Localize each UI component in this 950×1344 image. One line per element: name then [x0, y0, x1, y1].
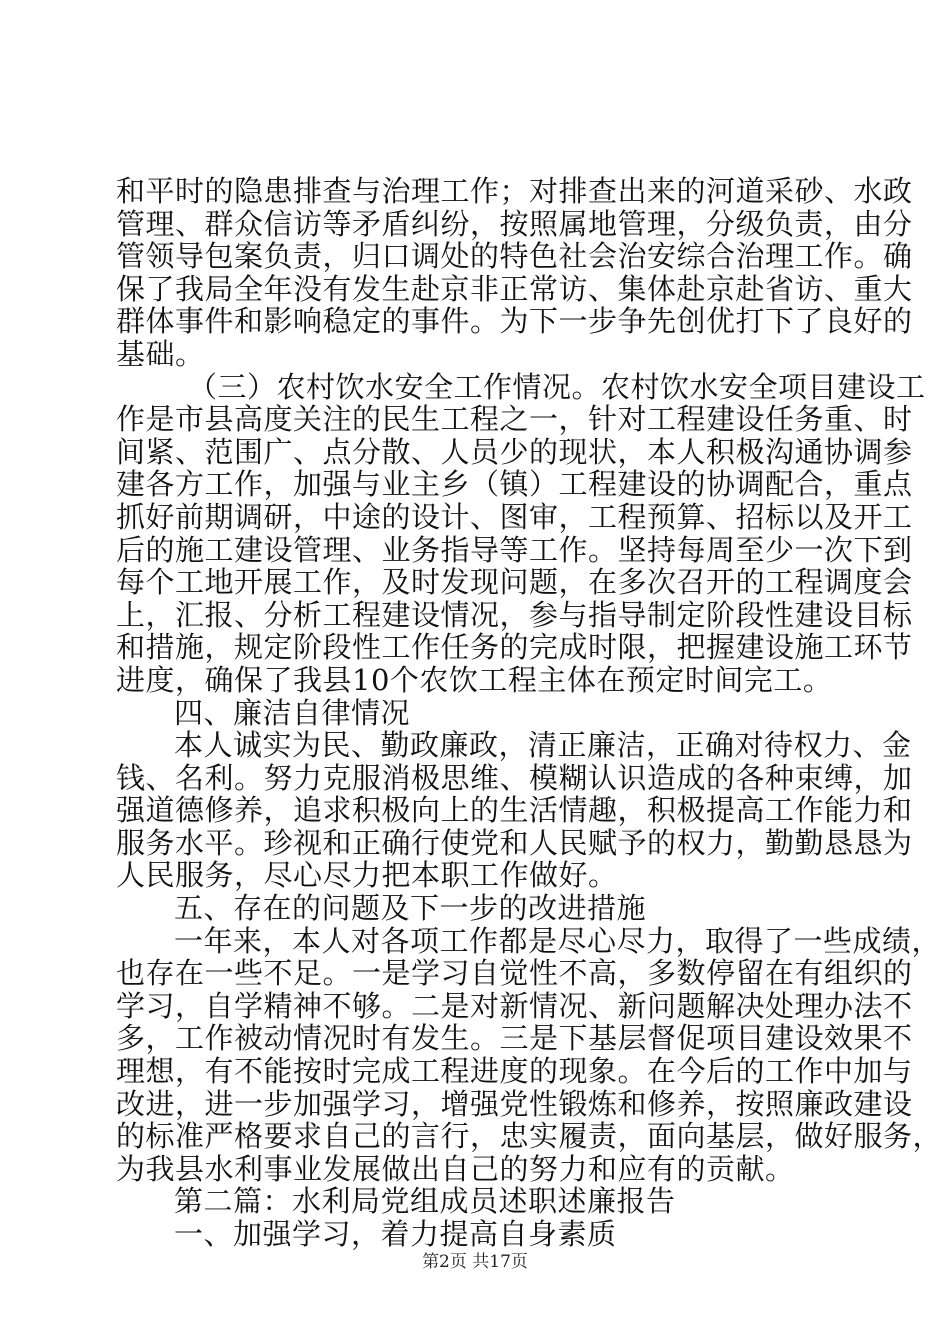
- paragraph-line: 管领导包案负责，归口调处的特色社会治安综合治理工作。确: [116, 239, 913, 274]
- paragraph-line: 本人诚实为民、勤政廉政，清正廉洁，正确对待权力、金: [174, 728, 912, 763]
- chapter-heading: 第二篇：水利局党组成员述职述廉报告: [174, 1184, 676, 1219]
- paragraph-line: 钱、名利。努力克服消极思维、模糊认识造成的各种束缚，加: [116, 760, 913, 795]
- paragraph-line: 理想，有不能按时完成工程进度的现象。在今后的工作中加与: [116, 1054, 913, 1089]
- document-body: [116, 174, 943, 1251]
- paragraph-line: 强道德修养，追求积极向上的生活情趣，积极提高工作能力和: [116, 793, 913, 828]
- paragraph-line: 人民服务，尽心尽力把本职工作做好。: [116, 858, 618, 893]
- paragraph-line: 多，工作被动情况时有发生。三是下基层督促项目建设效果不: [116, 1021, 913, 1056]
- paragraph-line: 服务水平。珍视和正确行使党和人民赋予的权力，勤勤恳恳为: [116, 825, 913, 860]
- paragraph-line: 保了我局全年没有发生赴京非正常访、集体赴京赴省访、重大: [116, 271, 913, 306]
- paragraph-line: 基础。: [116, 336, 205, 371]
- paragraph-line: 每个工地开展工作，及时发现问题，在多次召开的工程调度会: [116, 565, 913, 600]
- paragraph-line: 上，汇报、分析工程建设情况，参与指导制定阶段性建设目标: [116, 597, 913, 632]
- paragraph-line: 为我县水利事业发展做出自己的努力和应有的贡献。: [116, 1151, 795, 1186]
- section-heading: 一、加强学习，着力提高自身素质: [174, 1217, 617, 1251]
- paragraph-line: 间紧、范围广、点分散、人员少的现状，本人积极沟通协调参: [116, 434, 913, 469]
- paragraph-line: 也存在一些不足。一是学习自觉性不高，多数停留在有组织的: [116, 956, 913, 991]
- paragraph-line: 和措施，规定阶段性工作任务的完成时限，把握建设施工环节: [116, 630, 913, 665]
- paragraph-line: 建各方工作，加强与业主乡（镇）工程建设的协调配合，重点: [116, 467, 913, 502]
- section-heading: 五、存在的问题及下一步的改进措施: [174, 891, 647, 926]
- paragraph-line: 抓好前期调研，中途的设计、图审，工程预算、招标以及开工: [116, 499, 913, 534]
- paragraph-line: （三）农村饮水安全工作情况。农村饮水安全项目建设工: [188, 369, 926, 404]
- paragraph-line: 改进，进一步加强学习，增强党性锻炼和修养，按照廉政建设: [116, 1086, 913, 1121]
- paragraph-line: 和平时的隐患排查与治理工作；对排查出来的河道采砂、水政: [116, 174, 913, 208]
- paragraph-line: 一年来，本人对各项工作都是尽心尽力，取得了一些成绩，: [174, 923, 942, 958]
- page-footer: 第2页 共17页: [422, 1252, 528, 1272]
- paragraph-line: 进度，确保了我县10个农饮工程主体在预定时间完工。: [116, 662, 833, 697]
- paragraph-line: 的标准严格要求自己的言行，忠实履责，面向基层，做好服务，: [116, 1119, 943, 1154]
- section-heading: 四、廉洁自律情况: [174, 695, 411, 730]
- paragraph-line: 管理、群众信访等矛盾纠纷，按照属地管理，分级负责，由分: [116, 206, 913, 241]
- paragraph-line: 后的施工建设管理、业务指导等工作。坚持每周至少一次下到: [116, 532, 913, 567]
- paragraph-line: 群体事件和影响稳定的事件。为下一步争先创优打下了良好的: [116, 304, 913, 339]
- paragraph-line: 作是市县高度关注的民生工程之一，针对工程建设任务重、时: [116, 402, 913, 437]
- paragraph-line: 学习，自学精神不够。二是对新情况、新问题解决处理办法不: [116, 988, 913, 1023]
